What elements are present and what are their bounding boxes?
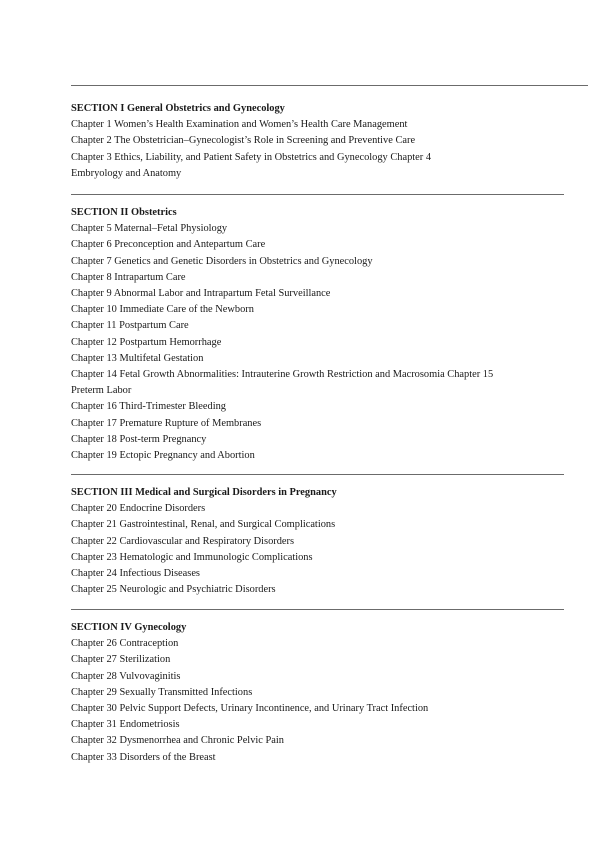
top-divider: [71, 85, 588, 86]
section-divider: [71, 609, 564, 610]
section-1: [71, 101, 571, 182]
chapter-line: Chapter 6 Preconception and Antepartum Care: [71, 239, 266, 251]
chapter-line: Embryology and Anatomy: [71, 167, 182, 179]
chapter-line: Chapter 26 Contraception: [71, 638, 179, 650]
chapter-line: Chapter 21 Gastrointestinal, Renal, and Surgical Complications: [71, 519, 336, 531]
chapter-line: Chapter 3 Ethics, Liability, and Patient Safety in Obstetrics and Gynecology Chapter 4: [71, 151, 432, 163]
chapter-line: Chapter 7 Genetics and Genetic Disorders in Obstetrics and Gynecology: [71, 255, 373, 267]
chapter-line: Chapter 19 Ectopic Pregnancy and Abortion: [71, 450, 255, 462]
chapter-line: Chapter 14 Fetal Growth Abnormalities: Intrauterine Growth Restriction and Macrosomia Chapter 15: [71, 369, 494, 381]
chapter-line: Chapter 17 Premature Rupture of Membranes: [71, 417, 262, 429]
chapter-line: Chapter 5 Maternal–Fetal Physiology: [71, 223, 228, 235]
section-title: SECTION I General Obstetrics and Gynecology: [71, 103, 285, 114]
chapter-line: Chapter 28 Vulvovaginitis: [71, 670, 181, 682]
chapter-line: Chapter 24 Infectious Diseases: [71, 568, 200, 580]
chapter-line: Chapter 33 Disorders of the Breast: [71, 751, 216, 763]
chapter-line: Chapter 10 Immediate Care of the Newborn: [71, 304, 254, 316]
section-4: [71, 620, 571, 766]
chapter-line: Chapter 29 Sexually Transmitted Infections: [71, 686, 253, 698]
chapter-line: Chapter 25 Neurologic and Psychiatric Disorders: [71, 584, 276, 596]
chapter-line: Chapter 30 Pelvic Support Defects, Urinary Incontinence, and Urinary Tract Infection: [71, 703, 429, 715]
chapter-line: Chapter 11 Postpartum Care: [71, 320, 189, 332]
chapter-line: Chapter 31 Endometriosis: [71, 719, 180, 731]
section-title: SECTION IV Gynecology: [71, 622, 187, 633]
chapter-line: Chapter 9 Abnormal Labor and Intrapartum Fetal Surveillance: [71, 288, 331, 300]
chapter-line: Chapter 8 Intrapartum Care: [71, 271, 186, 283]
chapter-line: Chapter 18 Post-term Pregnancy: [71, 433, 207, 445]
chapter-line: Chapter 1 Women’s Health Examination and Women’s Health Care Management: [71, 119, 408, 131]
chapter-line: Preterm Labor: [71, 385, 132, 397]
chapter-line: Chapter 12 Postpartum Hemorrhage: [71, 336, 222, 348]
chapter-line: Chapter 22 Cardiovascular and Respiratory Disorders: [71, 535, 295, 547]
section-3: [71, 485, 571, 598]
section-divider: [71, 194, 564, 195]
section-title: SECTION III Medical and Surgical Disorders in Pregnancy: [71, 487, 337, 498]
section-divider: [71, 474, 564, 475]
chapter-line: Chapter 20 Endocrine Disorders: [71, 503, 206, 515]
chapter-line: Chapter 16 Third-Trimester Bleeding: [71, 401, 226, 413]
chapter-line: Chapter 27 Sterilization: [71, 654, 171, 666]
chapter-line: Chapter 13 Multifetal Gestation: [71, 352, 204, 364]
chapter-line: Chapter 32 Dysmenorrhea and Chronic Pelvic Pain: [71, 735, 284, 747]
chapter-line: Chapter 23 Hematologic and Immunologic Complications: [71, 551, 313, 563]
chapter-line: Chapter 2 The Obstetrician–Gynecologist’s Role in Screening and Preventive Care: [71, 135, 416, 147]
section-2: [71, 205, 571, 464]
section-title: SECTION II Obstetrics: [71, 207, 177, 218]
